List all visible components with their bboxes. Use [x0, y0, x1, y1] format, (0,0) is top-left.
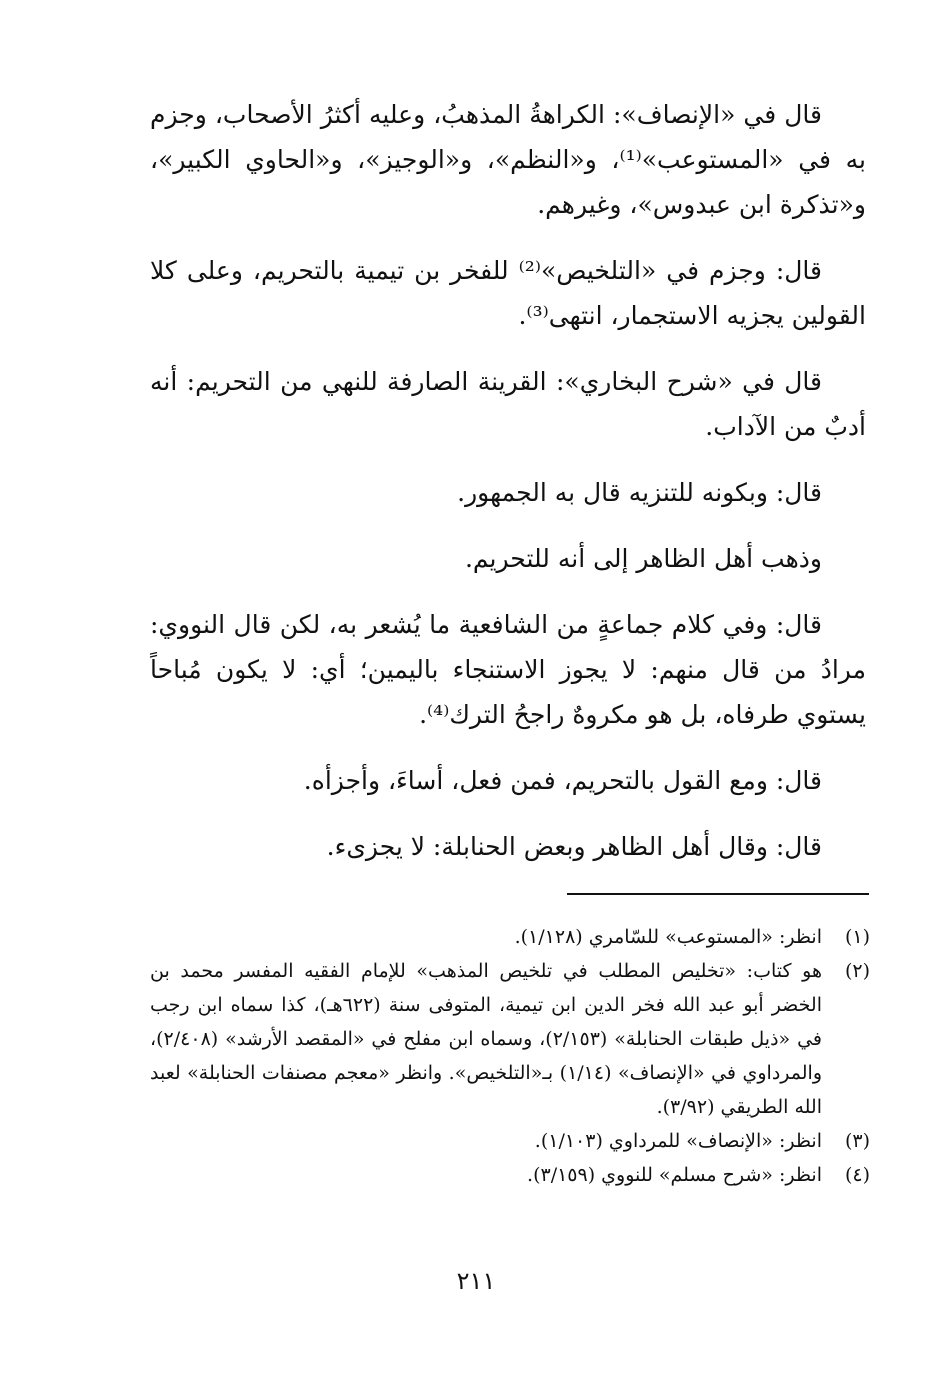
footnote-number: (٣) [844, 1130, 870, 1152]
footnotes-block [150, 920, 870, 1192]
footnote-item [150, 1158, 870, 1192]
page-number: ٢١١ [456, 1267, 496, 1295]
footnote-text: انظر: «الإنصاف» للمرداوي (١/١٠٣). [534, 1130, 822, 1152]
footnote-separator [567, 893, 869, 895]
footnote-text: هو كتاب: «تخليص المطلب في تلخيص المذهب» للإمام الفقيه المفسر محمد بن الخضر أبو عبد الله فخر الدين ابن تيمية، المتوفى سنة (٦٢٢هـ)، كذا سماه ابن رجب في «ذيل طبقات الحنابلة» (٢/١٥٣)، وسماه ابن مفلح في «المقصد الأرشد» (٢/٤٠٨)، والمرداوي في «الإنصاف» (١/١٤) بـ«التلخيص». وانظر «معجم مصنفات الحنابلة» لعبد الله الطريقي (٣/٩٢). [150, 960, 822, 1118]
footnote-item [150, 920, 870, 954]
paragraph-insaf: قال في «الإنصاف»: الكراهةُ المذهبُ، وعليه أكثرُ الأصحاب، وجزم به في «المستوعب»⁽¹⁾، و«النظم»، و«الوجيز»، و«الحاوي الكبير»، و«تذكرة ابن عبدوس»، وغيرهم. [150, 100, 866, 219]
main-text-block [150, 92, 866, 869]
paragraph-bukhari-commentary: قال في «شرح البخاري»: القرينة الصارفة للنهي من التحريم: أنه أدبٌ من الآداب. [150, 367, 866, 441]
footnote-number: (١) [844, 926, 870, 948]
paragraph-tahrim: قال: ومع القول بالتحريم، فمن فعل، أساءَ، وأجزأه. [303, 766, 822, 795]
footnote-number: (٤) [844, 1164, 870, 1186]
paragraph-zahiri-view: وذهب أهل الظاهر إلى أنه للتحريم. [464, 544, 822, 573]
footnote-text: انظر: «شرح مسلم» للنووي (٣/١٥٩). [527, 1164, 822, 1186]
paragraph-talkhis: قال: وجزم في «التلخيص»⁽²⁾ للفخر بن تيمية بالتحريم، وعلى كلا القولين يجزيه الاستجمار، انتهى⁽³⁾. [150, 256, 866, 330]
footnote-number: (٢) [844, 960, 870, 982]
footnote-item [150, 954, 870, 1124]
paragraph-hanabila: قال: وقال أهل الظاهر وبعض الحنابلة: لا يجزىء. [326, 832, 822, 861]
paragraph-nawawi: قال: وفي كلام جماعةٍ من الشافعية ما يُشعر به، لكن قال النووي: مرادُ من قال منهم: لا يجوز الاستنجاء باليمين؛ أي: لا يكون مُباحاً يستوي طرفاه، بل هو مكروهٌ راجحُ الترك⁽⁴⁾. [150, 610, 866, 729]
footnote-text: انظر: «المستوعب» للسّامري (١/١٢٨). [514, 926, 822, 948]
paragraph-majority-view: قال: وبكونه للتنزيه قال به الجمهور. [457, 478, 822, 507]
footnote-item [150, 1124, 870, 1158]
